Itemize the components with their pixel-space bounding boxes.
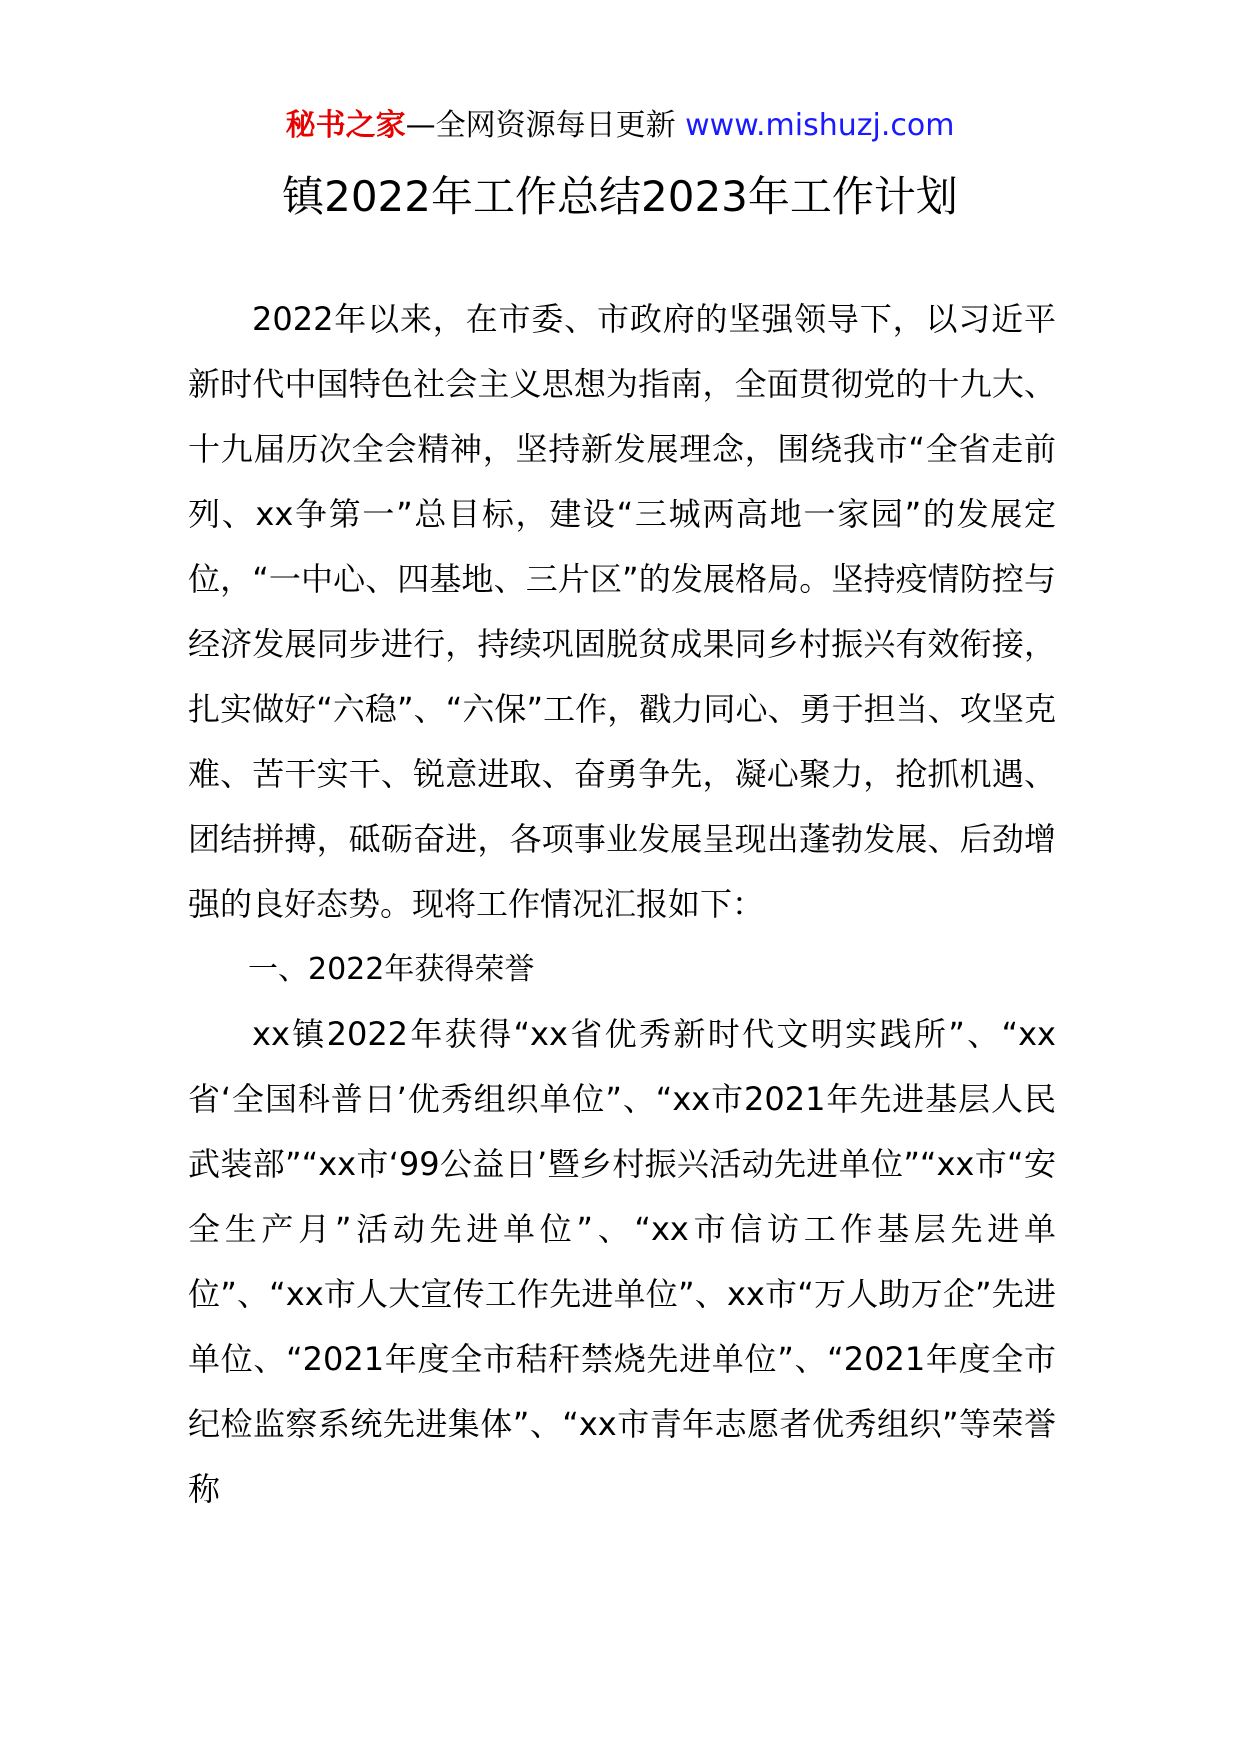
section-heading-honors: 一、2022年获得荣誉: [248, 952, 535, 987]
site-url-link[interactable]: www.mishuzj.com: [685, 108, 955, 143]
document-title: 镇2022年工作总结2023年工作计划: [282, 172, 958, 221]
site-brand: 秘书之家: [285, 108, 406, 143]
site-banner: [0, 98, 1240, 154]
paragraph-honors: xx镇2022年获得“xx省优秀新时代文明实践所”、“xx省‘全国科普日’优秀组织单位”、“xx市2021年先进基层人民武装部”“xx市‘99公益日’暨乡村振兴活动先进单位”“xx市“安全生产月”活动先进单位”、“xx市信访工作基层先进单位”、“xx市人大宣传工作先进单位”、xx市“万人助万企”先进单位、“2021年度全市秸秆禁烧先进单位”、“2021年度全市纪检监察系统先进集体”、“xx市青年志愿者优秀组织”等荣誉称: [188, 1015, 1056, 1508]
document-body: [188, 287, 1056, 1522]
site-slogan: —全网资源每日更新: [405, 108, 676, 143]
paragraph-intro: 2022年以来，在市委、市政府的坚强领导下，以习近平新时代中国特色社会主义思想为指南，全面贯彻党的十九大、十九届历次全会精神，坚持新发展理念，围绕我市“全省走前列、xx争第一”总目标，建设“三城两高地一家园”的发展定位，“一中心、四基地、三片区”的发展格局。坚持疫情防控与经济发展同步进行，持续巩固脱贫成果同乡村振兴有效衔接，扎实做好“六稳”、“六保”工作，戳力同心、勇于担当、攻坚克难、苦干实干、锐意进取、奋勇争先，凝心聚力，抢抓机遇、团结拼搏，砥砺奋进，各项事业发展呈现出蓬勃发展、后劲增强的良好态势。现将工作情况汇报如下：: [188, 300, 1056, 923]
